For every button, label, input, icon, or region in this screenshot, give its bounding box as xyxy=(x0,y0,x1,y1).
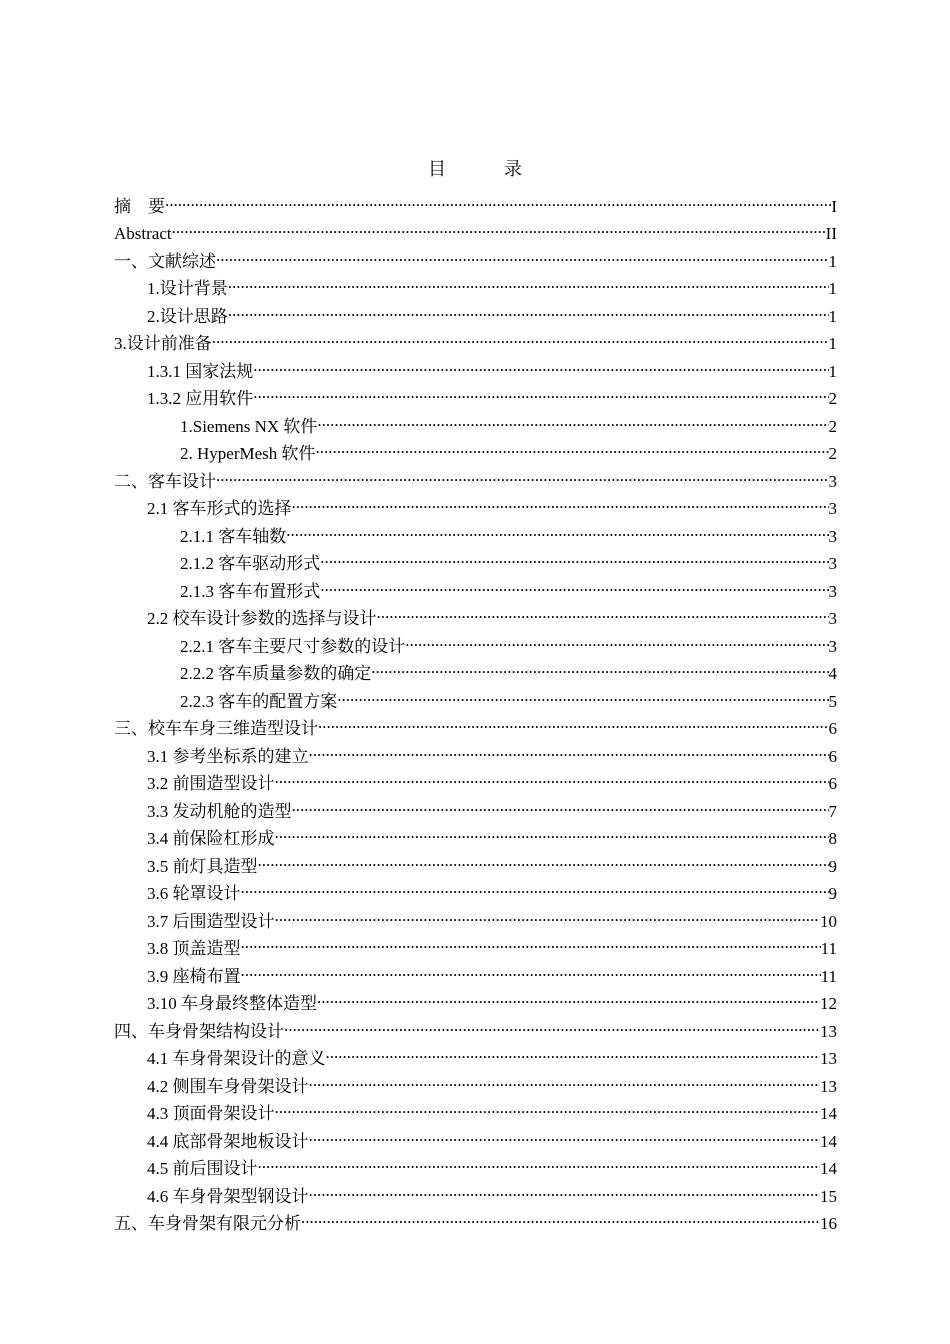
toc-dot-leader xyxy=(216,239,829,267)
toc-entry-page-number: 6 xyxy=(828,774,837,793)
toc-dot-leader xyxy=(292,789,829,817)
toc-entry-page-number: 3 xyxy=(828,526,837,546)
toc-entry[interactable] xyxy=(114,267,837,298)
toc-dot-leader xyxy=(216,459,829,487)
toc-entry-label: 一、文献综述 xyxy=(114,251,216,271)
toc-entry-page-number: 3 xyxy=(828,581,837,601)
toc-entry-label: 4.3 顶面骨架设计 xyxy=(147,1104,275,1123)
toc-entry-label: 四、车身骨架结构设计 xyxy=(114,1021,284,1041)
toc-dot-leader xyxy=(275,762,829,790)
toc-entry-page-number: 6 xyxy=(828,746,837,766)
toc-entry-label: 4.4 底部骨架地板设计 xyxy=(147,1131,309,1151)
toc-entry-page-number: 5 xyxy=(828,691,837,711)
toc-dot-leader xyxy=(241,954,821,982)
toc-entry-page-number: II xyxy=(825,224,837,243)
toc-entry-page-number: 12 xyxy=(820,994,837,1013)
toc-entry-label: 3.7 后围造型设计 xyxy=(147,911,275,931)
toc-entry-label: 3.4 前保险杠形成 xyxy=(147,829,275,848)
toc-entry-label: 1.3.2 应用软件 xyxy=(147,389,254,408)
toc-dot-leader xyxy=(228,294,829,322)
toc-dot-leader xyxy=(309,1064,821,1092)
toc-dot-leader xyxy=(318,707,829,735)
toc-dot-leader xyxy=(326,1037,821,1065)
toc-entry-label: 2.2.2 客车质量参数的确定 xyxy=(180,664,372,683)
toc-entry-page-number: 3 xyxy=(828,471,837,491)
toc-dot-leader xyxy=(320,569,828,597)
toc-dot-leader xyxy=(275,899,821,927)
toc-dot-leader xyxy=(317,982,820,1010)
toc-entry[interactable] xyxy=(114,349,837,381)
toc-dot-leader xyxy=(165,184,831,212)
toc-entry-label: 1.Siemens NX 软件 xyxy=(180,416,318,436)
toc-entry-page-number: 6 xyxy=(828,719,837,738)
toc-entry-label: 五、车身骨架有限元分析 xyxy=(114,1214,301,1233)
toc-entry-page-number: 14 xyxy=(820,1159,837,1178)
toc-entry-label: 三、校车车身三维造型设计 xyxy=(114,719,318,738)
toc-entry-label: 3.2 前围造型设计 xyxy=(147,774,275,793)
toc-entry-page-number: 11 xyxy=(820,966,837,986)
toc-entry-page-number: 14 xyxy=(820,1104,837,1123)
toc-entry-label: 3.1 参考坐标系的建立 xyxy=(147,746,309,766)
toc-entry-page-number: 10 xyxy=(820,911,837,931)
toc-entry-page-number: 13 xyxy=(820,1049,837,1068)
toc-entry-page-number: 13 xyxy=(820,1021,837,1041)
toc-dot-leader xyxy=(286,514,828,542)
toc-entry-page-number: 14 xyxy=(820,1131,837,1151)
toc-entry-label: 4.5 前后围设计 xyxy=(147,1159,258,1178)
toc-entry[interactable] xyxy=(114,459,837,491)
toc-entry-label: 3.9 座椅布置 xyxy=(147,966,241,986)
toc-entry-page-number: 1 xyxy=(828,306,837,326)
toc-dot-leader xyxy=(309,1174,821,1202)
toc-entry-page-number: 2 xyxy=(828,444,837,463)
toc-entry[interactable] xyxy=(114,184,837,216)
toc-entry-page-number: 3 xyxy=(828,554,837,573)
toc-entry-page-number: 3 xyxy=(828,636,837,656)
toc-entry-label: 4.6 车身骨架型钢设计 xyxy=(147,1186,309,1206)
toc-list xyxy=(114,184,837,1233)
toc-entry-label: 2.1.1 客车轴数 xyxy=(180,526,287,546)
toc-entry-label: 4.2 侧围车身骨架设计 xyxy=(147,1076,309,1096)
toc-entry-page-number: 3 xyxy=(828,609,837,628)
toc-entry-label: 二、客车设计 xyxy=(114,471,216,491)
toc-entry-label: 3.3 发动机舱的造型 xyxy=(147,801,292,821)
toc-dot-leader xyxy=(337,679,828,707)
toc-dot-leader xyxy=(241,927,821,955)
toc-entry[interactable] xyxy=(114,487,837,518)
toc-entry-label: Abstract xyxy=(114,224,172,243)
toc-entry-page-number: 1 xyxy=(828,361,837,381)
toc-entry-page-number: 13 xyxy=(820,1076,837,1096)
toc-entry-page-number: 1 xyxy=(828,251,837,271)
toc-entry-label: 4.1 车身骨架设计的意义 xyxy=(147,1049,326,1068)
toc-dot-leader xyxy=(258,844,829,872)
toc-dot-leader xyxy=(172,212,826,240)
toc-entry-page-number: 1 xyxy=(828,334,837,353)
toc-entry-page-number: 16 xyxy=(820,1214,837,1233)
toc-dot-leader xyxy=(301,1202,820,1230)
toc-entry-page-number: 3 xyxy=(828,499,837,518)
toc-entry[interactable] xyxy=(114,322,837,353)
toc-entry-page-number: 11 xyxy=(820,939,837,958)
toc-dot-leader xyxy=(371,652,828,680)
toc-dot-leader xyxy=(309,734,829,762)
toc-entry-label: 1.设计背景 xyxy=(147,279,228,298)
toc-entry-label: 3.设计前准备 xyxy=(114,334,212,353)
toc-dot-leader xyxy=(258,1147,821,1175)
toc-entry-page-number: I xyxy=(831,196,837,216)
toc-entry-label: 2.1.3 客车布置形式 xyxy=(180,581,321,601)
toc-entry-label: 2.设计思路 xyxy=(147,306,228,326)
toc-entry-label: 摘 要 xyxy=(114,196,165,216)
toc-entry-label: 2.2.1 客车主要尺寸参数的设计 xyxy=(180,636,406,656)
toc-entry-page-number: 8 xyxy=(828,829,837,848)
toc-entry-label: 2.2 校车设计参数的选择与设计 xyxy=(147,609,377,628)
toc-entry-page-number: 2 xyxy=(828,389,837,408)
toc-entry-page-number: 1 xyxy=(828,279,837,298)
toc-entry-page-number: 9 xyxy=(828,884,837,903)
toc-dot-leader xyxy=(320,542,828,570)
toc-dot-leader xyxy=(377,597,829,625)
toc-dot-leader xyxy=(317,404,828,432)
toc-dot-leader xyxy=(241,872,829,900)
toc-entry-label: 2.1.2 客车驱动形式 xyxy=(180,554,321,573)
toc-entry[interactable] xyxy=(114,212,837,243)
toc-title: 目 录 xyxy=(428,159,542,179)
toc-entry-page-number: 2 xyxy=(828,416,837,436)
toc-dot-leader xyxy=(275,1092,821,1120)
toc-dot-leader xyxy=(212,322,829,350)
toc-entry-page-number: 7 xyxy=(828,801,837,821)
toc-entry-page-number: 15 xyxy=(820,1186,837,1206)
toc-dot-leader xyxy=(292,487,829,515)
toc-dot-leader xyxy=(405,624,828,652)
toc-entry-label: 2.2.3 客车的配置方案 xyxy=(180,691,338,711)
toc-dot-leader xyxy=(253,377,828,405)
toc-entry-page-number: 9 xyxy=(828,856,837,876)
toc-dot-leader xyxy=(309,1119,821,1147)
toc-dot-leader xyxy=(253,349,828,377)
toc-entry-label: 2. HyperMesh 软件 xyxy=(180,444,316,463)
toc-entry-label: 3.10 车身最终整体造型 xyxy=(147,994,317,1013)
toc-entry-page-number: 4 xyxy=(828,664,837,683)
toc-entry-label: 3.8 顶盖造型 xyxy=(147,939,241,958)
toc-entry-label: 1.3.1 国家法规 xyxy=(147,361,254,381)
toc-dot-leader xyxy=(275,817,829,845)
toc-entry-label: 2.1 客车形式的选择 xyxy=(147,499,292,518)
toc-entry-label: 3.6 轮罩设计 xyxy=(147,884,241,903)
toc-entry-label: 3.5 前灯具造型 xyxy=(147,856,258,876)
toc-entry[interactable] xyxy=(114,239,837,271)
toc-dot-leader xyxy=(228,267,829,295)
toc-dot-leader xyxy=(316,432,829,460)
toc-dot-leader xyxy=(284,1009,820,1037)
